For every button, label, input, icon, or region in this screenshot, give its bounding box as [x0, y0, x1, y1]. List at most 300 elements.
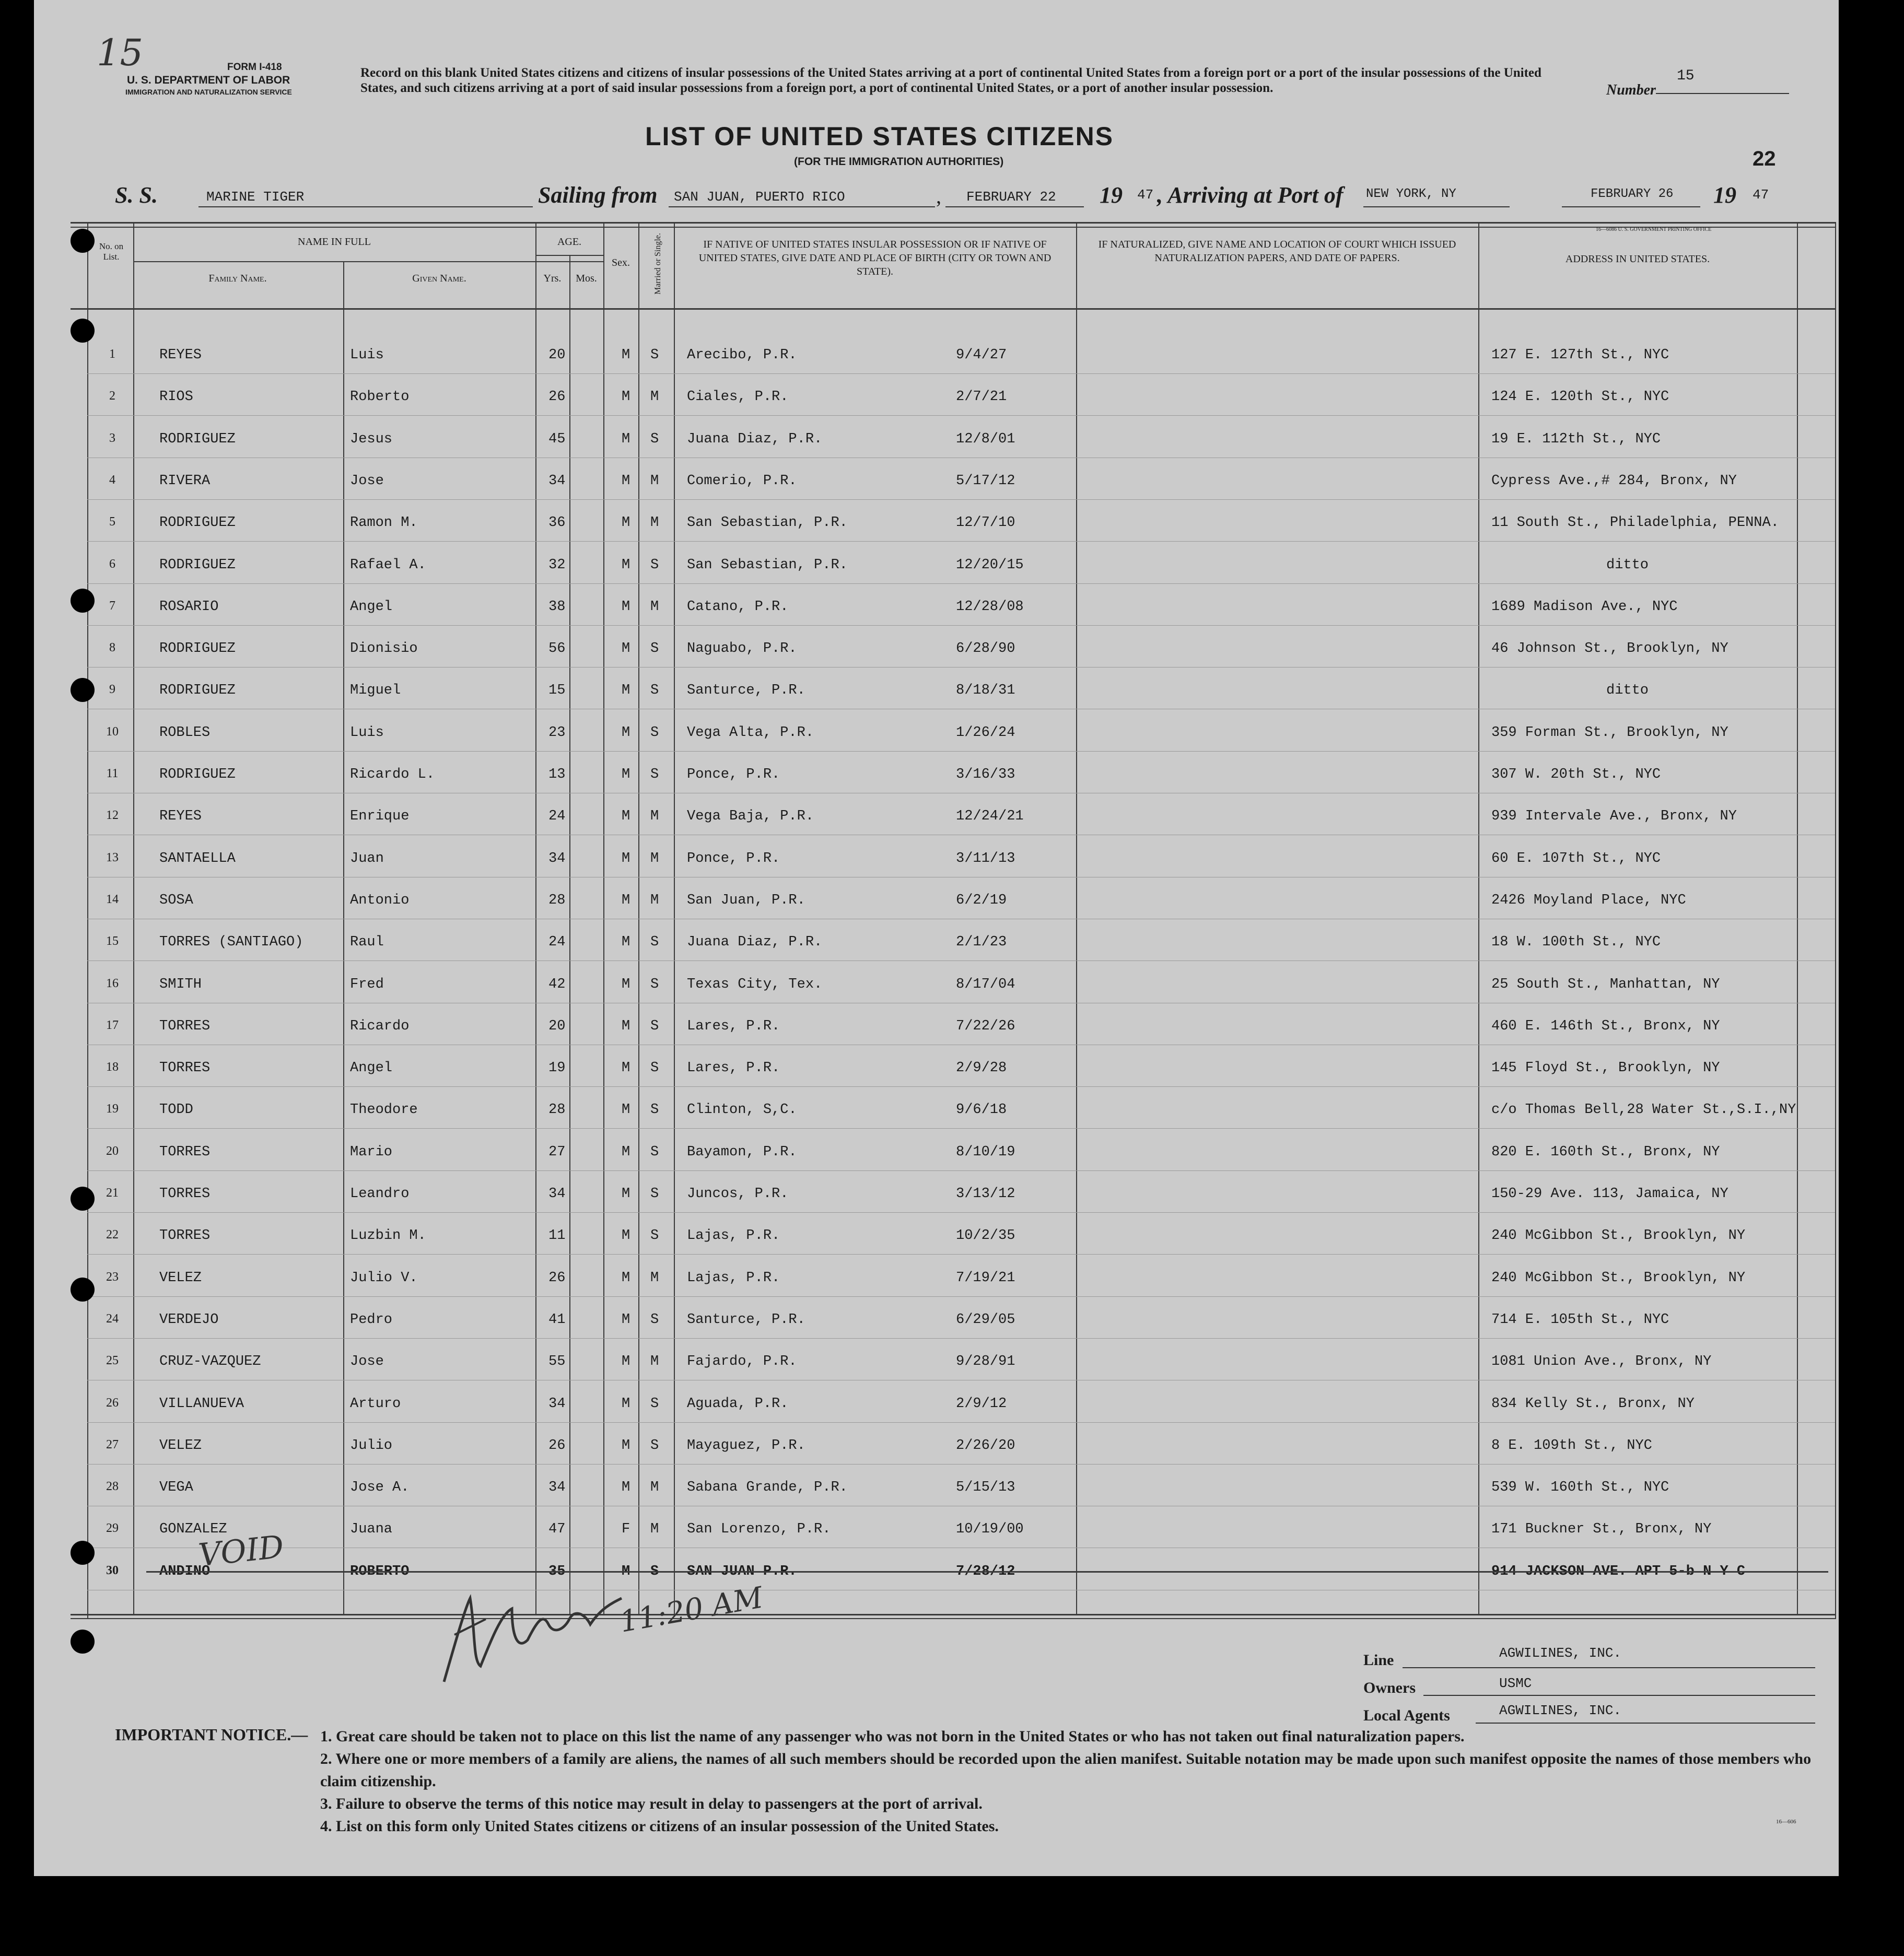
- col-address: ADDRESS IN UNITED STATES.: [1565, 253, 1710, 265]
- age-years: 41: [548, 1312, 566, 1328]
- line-value: AGWILINES, INC.: [1499, 1645, 1622, 1661]
- marital-status: S: [650, 431, 659, 447]
- birth-place: Ponce, P.R.: [687, 767, 780, 782]
- page-subtitle: (FOR THE IMMIGRATION AUTHORITIES): [794, 156, 1004, 168]
- notice-item-3: 3. Failure to observe the terms of this notice may result in delay to passengers at the port of arrival.: [320, 1795, 983, 1812]
- col-native: IF NATIVE OF UNITED STATES INSULAR POSSESSION OR IF NATIVE OF UNITED STATES, GIVE DATE AND PLACE OF BIRTH (CITY OR TOWN AND STATE).: [698, 239, 1052, 277]
- given-name: Ricardo: [350, 1018, 410, 1034]
- birth-place: Santurce, P.R.: [687, 683, 805, 698]
- birth-place: Naguabo, P.R.: [687, 641, 797, 657]
- given-name: Antonio: [350, 893, 410, 908]
- us-address: 19 E. 112th St., NYC: [1491, 431, 1661, 447]
- punch-hole: [71, 678, 95, 702]
- sailing-date: FEBRUARY 22: [966, 189, 1056, 205]
- age-years: 38: [548, 599, 566, 615]
- punch-hole: [71, 589, 95, 613]
- punch-hole: [71, 1187, 95, 1211]
- family-name: RIVERA: [159, 473, 211, 489]
- marital-status: S: [650, 1564, 659, 1579]
- us-address: ditto: [1606, 683, 1649, 698]
- marital-status: M: [650, 809, 659, 824]
- birth-place: Ponce, P.R.: [687, 851, 780, 866]
- sex: M: [622, 1018, 630, 1034]
- age-years: 26: [548, 1438, 566, 1454]
- birth-date: 9/28/91: [956, 1354, 1015, 1369]
- us-address: 2426 Moyland Place, NYC: [1491, 893, 1686, 908]
- family-name: VELEZ: [159, 1438, 202, 1454]
- marital-status: M: [650, 1480, 659, 1495]
- sex: M: [622, 389, 630, 405]
- owners-value: USMC: [1499, 1676, 1532, 1691]
- col-yrs: Yrs.: [543, 273, 562, 284]
- row-number: 5: [109, 515, 115, 529]
- us-address: ditto: [1606, 557, 1649, 573]
- age-years: 36: [548, 515, 566, 531]
- row-number: 12: [106, 809, 119, 822]
- sex: M: [622, 1354, 630, 1369]
- birth-place: Bayamon, P.R.: [687, 1144, 797, 1160]
- row-number: 16: [106, 977, 119, 990]
- given-name: Mario: [350, 1144, 393, 1160]
- family-name: ANDINO: [159, 1564, 211, 1579]
- ship-name: MARINE TIGER: [206, 189, 305, 205]
- birth-date: 2/26/20: [956, 1438, 1015, 1454]
- age-years: 47: [548, 1521, 566, 1537]
- birth-place: Fajardo, P.R.: [687, 1354, 797, 1369]
- row-number: 15: [106, 934, 119, 948]
- given-name: Jose: [350, 1354, 384, 1369]
- marital-status: M: [650, 1354, 659, 1369]
- birth-date: 7/22/26: [956, 1018, 1015, 1034]
- sex: M: [622, 851, 630, 866]
- family-name: VILLANUEVA: [159, 1396, 244, 1412]
- sex: M: [622, 1312, 630, 1328]
- col-naturalized: IF NATURALIZED, GIVE NAME AND LOCATION OF COURT WHICH ISSUED NATURALIZATION PAPERS, AND DATE OF PAPERS.: [1098, 239, 1456, 264]
- row-number: 20: [106, 1144, 119, 1158]
- punch-hole: [71, 319, 95, 343]
- notice-item-4: 4. List on this form only United States citizens or citizens of an insular possession of the United States.: [320, 1818, 999, 1835]
- notice-heading: IMPORTANT NOTICE.—: [115, 1725, 308, 1744]
- birth-date: 1/26/24: [956, 725, 1015, 741]
- row-number: 14: [106, 893, 119, 906]
- row-number: 25: [106, 1354, 119, 1367]
- family-name: RODRIGUEZ: [159, 515, 236, 531]
- birth-place: Juana Diaz, P.R.: [687, 934, 823, 950]
- sex: M: [622, 893, 630, 908]
- marital-status: S: [650, 1144, 659, 1160]
- birth-place: Lajas, P.R.: [687, 1228, 780, 1244]
- family-name: ROSARIO: [159, 599, 219, 615]
- birth-date: 2/9/12: [956, 1396, 1007, 1412]
- us-address: 25 South St., Manhattan, NY: [1491, 977, 1720, 992]
- age-years: 24: [548, 934, 566, 950]
- col-married: Married or Single.: [653, 233, 662, 295]
- birth-place: Mayaguez, P.R.: [687, 1438, 805, 1454]
- age-years: 34: [548, 1480, 566, 1495]
- family-name: ROBLES: [159, 725, 211, 741]
- sex: M: [622, 725, 630, 741]
- us-address: c/o Thomas Bell,28 Water St.,S.I.,NY: [1491, 1102, 1796, 1118]
- age-years: 35: [548, 1564, 566, 1579]
- birth-date: 6/28/90: [956, 641, 1015, 657]
- sex: M: [622, 1228, 630, 1244]
- age-years: 13: [548, 767, 566, 782]
- family-name: RODRIGUEZ: [159, 641, 236, 657]
- sex: M: [622, 683, 630, 698]
- given-name: Pedro: [350, 1312, 393, 1328]
- sex: M: [622, 934, 630, 950]
- sex: M: [622, 1564, 630, 1579]
- family-name: TODD: [159, 1102, 193, 1118]
- row-number: 19: [106, 1102, 119, 1116]
- age-years: 11: [548, 1228, 566, 1244]
- marital-status: M: [650, 599, 659, 615]
- us-address: 939 Intervale Ave., Bronx, NY: [1491, 809, 1737, 824]
- marital-status: S: [650, 934, 659, 950]
- given-name: Luis: [350, 725, 384, 741]
- birth-place: Catano, P.R.: [687, 599, 789, 615]
- inspector-signature: [434, 1567, 632, 1692]
- row-number: 27: [106, 1438, 119, 1451]
- number-value: 15: [1677, 68, 1695, 84]
- age-years: 20: [548, 347, 566, 363]
- sex: M: [622, 1186, 630, 1202]
- us-address: 18 W. 100th St., NYC: [1491, 934, 1661, 950]
- col-given: Given Name.: [412, 273, 466, 284]
- birth-date: 12/24/21: [956, 809, 1024, 824]
- sex: M: [622, 809, 630, 824]
- row-number: 11: [106, 767, 119, 780]
- birth-date: 8/10/19: [956, 1144, 1015, 1160]
- row-number: 9: [109, 683, 115, 696]
- row-number: 8: [109, 641, 115, 654]
- us-address: 150-29 Ave. 113, Jamaica, NY: [1491, 1186, 1728, 1202]
- row-number: 30: [106, 1564, 119, 1577]
- row-number: 3: [109, 431, 115, 445]
- row-number: 23: [106, 1270, 119, 1284]
- age-years: 32: [548, 557, 566, 573]
- us-address: 914 JACKSON AVE. APT 5-b N Y C: [1491, 1564, 1746, 1579]
- family-name: SANTAELLA: [159, 851, 236, 866]
- row-number: 13: [106, 851, 119, 864]
- birth-date: 9/6/18: [956, 1102, 1007, 1118]
- us-address: 145 Floyd St., Brooklyn, NY: [1491, 1060, 1720, 1076]
- given-name: Juana: [350, 1521, 393, 1537]
- us-address: 307 W. 20th St., NYC: [1491, 767, 1661, 782]
- form-code: 16—606: [1776, 1819, 1796, 1825]
- us-address: 834 Kelly St., Bronx, NY: [1491, 1396, 1695, 1412]
- birth-place: San Sebastian, P.R.: [687, 557, 848, 573]
- form-label: FORM I-418: [227, 62, 282, 73]
- marital-status: S: [650, 641, 659, 657]
- sex: M: [622, 557, 630, 573]
- department-label: U. S. DEPARTMENT OF LABOR: [127, 74, 290, 86]
- marital-status: S: [650, 1228, 659, 1244]
- age-years: 26: [548, 1270, 566, 1286]
- given-name: Rafael A.: [350, 557, 426, 573]
- marital-status: M: [650, 893, 659, 908]
- given-name: Roberto: [350, 389, 410, 405]
- record-notice: Record on this blank United States citizens and citizens of insular possessions of the United States arriving at a port of continental United States from a foreign port or a port of the insular possessions of the United States, and such citizens arriving at a port of said insular possessions from a foreign port, a port of continental United States, or a port of another insular possession.: [360, 66, 1541, 95]
- age-years: 55: [548, 1354, 566, 1369]
- line-label: Line: [1363, 1652, 1394, 1669]
- age-years: 34: [548, 851, 566, 866]
- birth-date: 5/17/12: [956, 473, 1015, 489]
- birth-place: Texas City, Tex.: [687, 977, 823, 992]
- us-address: 11 South St., Philadelphia, PENNA.: [1491, 515, 1779, 531]
- punch-hole: [71, 1630, 95, 1654]
- family-name: TORRES: [159, 1144, 211, 1160]
- birth-place: Ciales, P.R.: [687, 389, 789, 405]
- age-years: 34: [548, 1186, 566, 1202]
- sex: F: [622, 1521, 630, 1537]
- us-address: 240 McGibbon St., Brooklyn, NY: [1491, 1270, 1746, 1286]
- family-name: REYES: [159, 347, 202, 363]
- birth-date: 8/18/31: [956, 683, 1015, 698]
- given-name: ROBERTO: [350, 1564, 410, 1579]
- marital-status: M: [650, 515, 659, 531]
- page-number: 22: [1753, 147, 1776, 170]
- birth-place: San Juan, P.R.: [687, 893, 805, 908]
- row-number: 7: [109, 599, 115, 613]
- age-years: 56: [548, 641, 566, 657]
- marital-status: M: [650, 389, 659, 405]
- birth-place: Comerio, P.R.: [687, 473, 797, 489]
- given-name: Jesus: [350, 431, 393, 447]
- corner-note: 15: [97, 31, 144, 74]
- marital-status: M: [650, 1270, 659, 1286]
- col-name-in-full: NAME IN FULL: [298, 236, 371, 248]
- given-name: Miguel: [350, 683, 401, 698]
- void-note: VOID: [196, 1528, 286, 1574]
- sex: M: [622, 599, 630, 615]
- birth-date: 10/2/35: [956, 1228, 1015, 1244]
- birth-date: 6/29/05: [956, 1312, 1015, 1328]
- col-sex: Sex.: [612, 257, 630, 268]
- family-name: TORRES: [159, 1186, 211, 1202]
- arriving-year: 47: [1753, 187, 1769, 203]
- us-address: 714 E. 105th St., NYC: [1491, 1312, 1669, 1328]
- us-address: Cypress Ave.,# 284, Bronx, NY: [1491, 473, 1737, 489]
- us-address: 46 Johnson St., Brooklyn, NY: [1491, 641, 1728, 657]
- birth-date: 2/7/21: [956, 389, 1007, 405]
- col-mos: Mos.: [576, 273, 597, 284]
- birth-place: Clinton, S,C.: [687, 1102, 797, 1118]
- age-years: 45: [548, 431, 566, 447]
- us-address: 60 E. 107th St., NYC: [1491, 851, 1661, 866]
- page-title: LIST OF UNITED STATES CITIZENS: [645, 122, 1114, 151]
- row-number: 28: [106, 1480, 119, 1493]
- marital-status: S: [650, 1102, 659, 1118]
- marital-status: S: [650, 683, 659, 698]
- marital-status: S: [650, 1018, 659, 1034]
- family-name: CRUZ-VAZQUEZ: [159, 1354, 261, 1369]
- sex: M: [622, 347, 630, 363]
- given-name: Arturo: [350, 1396, 401, 1412]
- given-name: Julio: [350, 1438, 393, 1454]
- age-years: 42: [548, 977, 566, 992]
- birth-date: 3/13/12: [956, 1186, 1015, 1202]
- marital-status: S: [650, 977, 659, 992]
- signature-time: 11:20 AM: [617, 1580, 766, 1639]
- birth-date: 5/15/13: [956, 1480, 1015, 1495]
- given-name: Dionisio: [350, 641, 418, 657]
- sailing-year: 47: [1137, 187, 1154, 203]
- marital-status: S: [650, 1312, 659, 1328]
- birth-place: Lares, P.R.: [687, 1018, 780, 1034]
- family-name: TORRES (SANTIAGO): [159, 934, 303, 950]
- us-address: 460 E. 146th St., Bronx, NY: [1491, 1018, 1720, 1034]
- birth-date: 2/1/23: [956, 934, 1007, 950]
- given-name: Julio V.: [350, 1270, 418, 1286]
- marital-status: S: [650, 347, 659, 363]
- birth-date: 2/9/28: [956, 1060, 1007, 1076]
- number-label: Number: [1606, 82, 1656, 98]
- sex: M: [622, 1438, 630, 1454]
- sailing-label: Sailing from: [538, 182, 658, 208]
- given-name: Juan: [350, 851, 384, 866]
- sex: M: [622, 641, 630, 657]
- us-address: 124 E. 120th St., NYC: [1491, 389, 1669, 405]
- birth-date: 8/17/04: [956, 977, 1015, 992]
- given-name: Jose: [350, 473, 384, 489]
- age-years: 26: [548, 389, 566, 405]
- us-address: 1689 Madison Ave., NYC: [1491, 599, 1678, 615]
- given-name: Ricardo L.: [350, 767, 435, 782]
- given-name: Theodore: [350, 1102, 418, 1118]
- family-name: GONZALEZ: [159, 1521, 227, 1537]
- birth-place: San Lorenzo, P.R.: [687, 1521, 831, 1537]
- birth-date: 12/28/08: [956, 599, 1024, 615]
- row-number: 18: [106, 1060, 119, 1074]
- row-number: 22: [106, 1228, 119, 1241]
- row-number: 17: [106, 1018, 119, 1032]
- family-name: TORRES: [159, 1228, 211, 1244]
- age-years: 24: [548, 809, 566, 824]
- birth-date: 12/7/10: [956, 515, 1015, 531]
- given-name: Ramon M.: [350, 515, 418, 531]
- sex: M: [622, 1270, 630, 1286]
- col-family: Family Name.: [208, 273, 267, 284]
- birth-place: Juncos, P.R.: [687, 1186, 789, 1202]
- sex: M: [622, 1480, 630, 1495]
- service-label: IMMIGRATION AND NATURALIZATION SERVICE: [125, 88, 292, 96]
- agents-label: Local Agents: [1363, 1707, 1450, 1724]
- row-number: 4: [109, 473, 115, 487]
- given-name: Angel: [350, 599, 393, 615]
- row-number: 6: [109, 557, 115, 571]
- birth-place: Arecibo, P.R.: [687, 347, 797, 363]
- punch-hole: [71, 1541, 95, 1565]
- notice-item-2: 2. Where one or more members of a family are aliens, the names of all such members should be recorded upon the alien manifest. Suitable notation may be made upon such manifest opposite the names of those members who claim citizenship.: [320, 1750, 1812, 1790]
- age-years: 28: [548, 1102, 566, 1118]
- marital-status: S: [650, 725, 659, 741]
- arriving-date: FEBRUARY 26: [1591, 187, 1674, 201]
- birth-date: 3/16/33: [956, 767, 1015, 782]
- birth-place: San Sebastian, P.R.: [687, 515, 848, 531]
- row-number: 10: [106, 725, 119, 739]
- given-name: Raul: [350, 934, 384, 950]
- family-name: RIOS: [159, 389, 193, 405]
- marital-status: S: [650, 1060, 659, 1076]
- age-years: 15: [548, 683, 566, 698]
- given-name: Enrique: [350, 809, 410, 824]
- age-years: 34: [548, 473, 566, 489]
- family-name: RODRIGUEZ: [159, 431, 236, 447]
- family-name: RODRIGUEZ: [159, 557, 236, 573]
- birth-place: Aguada, P.R.: [687, 1396, 789, 1412]
- us-address: 1081 Union Ave., Bronx, NY: [1491, 1354, 1712, 1369]
- marital-status: S: [650, 767, 659, 782]
- col-age: AGE.: [557, 236, 582, 248]
- marital-status: S: [650, 1186, 659, 1202]
- given-name: Luis: [350, 347, 384, 363]
- family-name: RODRIGUEZ: [159, 683, 236, 698]
- punch-hole: [71, 1278, 95, 1302]
- row-number: 24: [106, 1312, 119, 1326]
- given-name: Luzbin M.: [350, 1228, 426, 1244]
- sex: M: [622, 1060, 630, 1076]
- us-address: 539 W. 160th St., NYC: [1491, 1480, 1669, 1495]
- printing-mark: 16—6086 U. S. GOVERNMENT PRINTING OFFICE: [1596, 227, 1712, 232]
- sex: M: [622, 1144, 630, 1160]
- sex: M: [622, 977, 630, 992]
- sex: M: [622, 1102, 630, 1118]
- birth-place: Sabana Grande, P.R.: [687, 1480, 848, 1495]
- age-years: 28: [548, 893, 566, 908]
- birth-date: 10/19/00: [956, 1521, 1024, 1537]
- marital-status: M: [650, 473, 659, 489]
- age-years: 19: [548, 1060, 566, 1076]
- birth-place: Lajas, P.R.: [687, 1270, 780, 1286]
- us-address: 820 E. 160th St., Bronx, NY: [1491, 1144, 1720, 1160]
- marital-status: S: [650, 1396, 659, 1412]
- notice-item-1: 1. Great care should be taken not to place on this list the name of any passenger who was not born in the United States or who has not taken out final naturalization papers.: [320, 1728, 1465, 1745]
- arriving-port: NEW YORK, NY: [1366, 187, 1456, 201]
- family-name: RODRIGUEZ: [159, 767, 236, 782]
- sailing-from: SAN JUAN, PUERTO RICO: [674, 189, 845, 205]
- ss-label: S. S.: [115, 182, 158, 208]
- family-name: SOSA: [159, 893, 193, 908]
- marital-status: M: [650, 851, 659, 866]
- birth-place: Santurce, P.R.: [687, 1312, 805, 1328]
- age-years: 27: [548, 1144, 566, 1160]
- row-number: 29: [106, 1521, 119, 1535]
- sex: M: [622, 767, 630, 782]
- birth-date: 6/2/19: [956, 893, 1007, 908]
- age-years: 34: [548, 1396, 566, 1412]
- family-name: VEGA: [159, 1480, 193, 1495]
- given-name: Jose A.: [350, 1480, 410, 1495]
- us-address: 171 Buckner St., Bronx, NY: [1491, 1521, 1712, 1537]
- birth-date: 7/19/21: [956, 1270, 1015, 1286]
- sex: M: [622, 1396, 630, 1412]
- birth-place: SAN JUAN P.R.: [687, 1564, 797, 1579]
- birth-place: Lares, P.R.: [687, 1060, 780, 1076]
- given-name: Angel: [350, 1060, 393, 1076]
- given-name: Leandro: [350, 1186, 410, 1202]
- family-name: REYES: [159, 809, 202, 824]
- us-address: 127 E. 127th St., NYC: [1491, 347, 1669, 363]
- manifest-sheet: 15 FORM I-418 U. S. DEPARTMENT OF LABOR IMMIGRATION AND NATURALIZATION SERVICE Record on this blank United States citizens and citizens of insular possessions of the United States arriving at a port of continental United States from a foreign port or a port of the insular possessions of the United States, and such citizens arriving at a port of said insular possessions from a foreign port, a port of continental United States, or a port of another insular possession. Number 15 LIST OF UNITED STATES CITIZENS (FOR THE IMMIGRATION AUTHORITIES) 22 S. S. MARINE TIGER Sailing from SAN JUAN, PUERTO RICO , FEBRUARY 22 19 47 , Arriving at Port of NEW YORK, NY FEBRUARY 26 19 47 No. on List. NAME IN FULL Family Name. Given Name. AGE. Yrs. Mos. Sex. Married or Single. IF NATIVE OF UNITED STATES INSULAR POSSESSION OR IF NATIVE OF UNITED STATES, GIVE DATE AND PLACE OF BIRTH (CITY OR TOWN AND STATE). IF NATURALIZED, GIVE NAME AND LOCATION OF COURT WHICH ISSUED NATURALIZATION PAPERS, AND DATE OF PAPERS. ADDRESS IN UNITED STATES. 16—6086 U. S. GOVERNMENT PRINTING OFFICE 1 REYES Luis 20 M S Arecibo, P.R. 9/4/27 127 E. 127th St., NYC 2 RIOS Roberto 26 M M Ciales, P.R. 2/7/21 124 E. 120th St., NYC 3 RODRIGUEZ Jesus 45 M S Juana Diaz, P.R. 12/8/01 19 E. 112th St., NYC 4 RIVERA Jose 34 M M Comerio, P.R. 5/17/12 Cypress Ave.,# 284, Bronx, NY 5 RODRIGUEZ Ramon M. 36 M M San Sebastian, P.R. 12/7/10 11 South St., Philadelphia, PENNA. 6 RODRIGUEZ Rafael A. 32 M S San Sebastian, P.R. 12/20/15 ditto 7 ROSARIO Angel 38 M M Catano, P.R. 12/28/08 1689 Madison Ave., NYC 8 RODRIGUEZ Dionisio 56 M S Naguabo, P.R. 6/28/90 46 Johnson St., Brooklyn, NY 9 RODRIGUEZ Miguel 15 M S Santurce, P.R. 8/18/31 ditto 10 ROBLES Luis 23 M S Vega Alta, P.R. 1/26/24 359 Forman St., Brooklyn, NY 11 RODRIGUEZ Ricardo L. 13 M S Ponce, P.R. 3/16/33 307 W. 20th St., NYC 12 REYES Enrique 24 M M Vega Baja, P.R. 12/24/21 939 Intervale Ave., Bronx, NY 13 SANTAELLA Juan 34 M M Ponce, P.R. 3/11/13 60 E. 107th St., NYC 14 SOSA Antonio 28 M M San Juan, P.R. 6/2/19 2426 Moyland Place, NYC 15 TORRES (SANTIAGO) Raul 24 M S Juana Diaz, P.R. 2/1/23 18 W. 100th St., NYC 16 SMITH Fred 42 M S Texas City, Tex. 8/17/04 25 South St., Manhattan, NY 17 TORRES Ricardo 20 M S Lares, P.R. 7/22/26 460 E. 146th St., Bronx, NY 18 TORRES Angel 19 M S Lares, P.R. 2/9/28 145 Floyd St., Brooklyn, NY 19 TODD Theodore 28 M S Clinton, S,C. 9/6/18 c/o Thomas Bell,28 Water St.,S.I.,NY 20 TORRES Mario 27 M S Bayamon, P.R. 8/10/19 820 E. 160th St., Bronx, NY 21 TORRES Leandro 34 M S Juncos, P.R. 3/13/12 150-29 Ave. 113, Jamaica, NY 22 TORRES Luzbin M. 11 M S Lajas, P.R. 10/2/35 240 McGibbon St., Brooklyn, NY 23 VELEZ Julio V. 26 M M Lajas, P.R. 7/19/21 240 McGibbon St., Brooklyn, NY 24 VERDEJO Pedro 41 M S Santurce, P.R. 6/29/05 714 E. 105th St., NYC 25 CRUZ-VAZQUEZ Jose 55 M M Fajardo, P.R. 9/28/91 1081 Union Ave., Bronx, NY 26 VILLANUEVA Arturo 34 M S Aguada, P.R. 2/9/12 834 Kelly St., Bronx, NY 27 VELEZ Julio 26 M S Mayaguez, P.R. 2/26/20 8 E. 109th St., NYC 28 VEGA Jose A. 34 M M Sabana Grande, P.R. 5/15/13 539 W. 160th St., NYC 29 GONZALEZ Juana 47 F M San Lorenzo, P.R. 10/19/00 171 Buckner St., Bronx, NY 30 ANDINO ROBERTO 35 M S SAN JUAN P.R. 7/28/12 914 JACKSON AVE. APT 5-b N Y C VOID 11:20 AM Line AGWILINES, INC. Owners USMC Local Agents AGWILINES, INC. IMPORTANT NOTICE.— 1. Great care should be taken not to place on this list the name of any passenger who was not born in the United States or who has not taken out final naturalization papers. 2. Where one or more members of a family are aliens, the names of all such members should be recorded upon the alien manifest. Suitable notation may be made upon such manifest opposite the names of those members who claim citizenship. 3. Failure to observe the terms of this notice may result in delay to passengers at the port of arrival. 4. List on this form only United States citizens or citizens of an insular possession of the United States. 16—606: [34, 0, 1839, 1876]
- marital-status: M: [650, 1521, 659, 1537]
- row-number: 21: [106, 1186, 119, 1200]
- age-years: 20: [548, 1018, 566, 1034]
- birth-place: Vega Alta, P.R.: [687, 725, 814, 741]
- age-years: 23: [548, 725, 566, 741]
- row-number: 26: [106, 1396, 119, 1410]
- family-name: TORRES: [159, 1060, 211, 1076]
